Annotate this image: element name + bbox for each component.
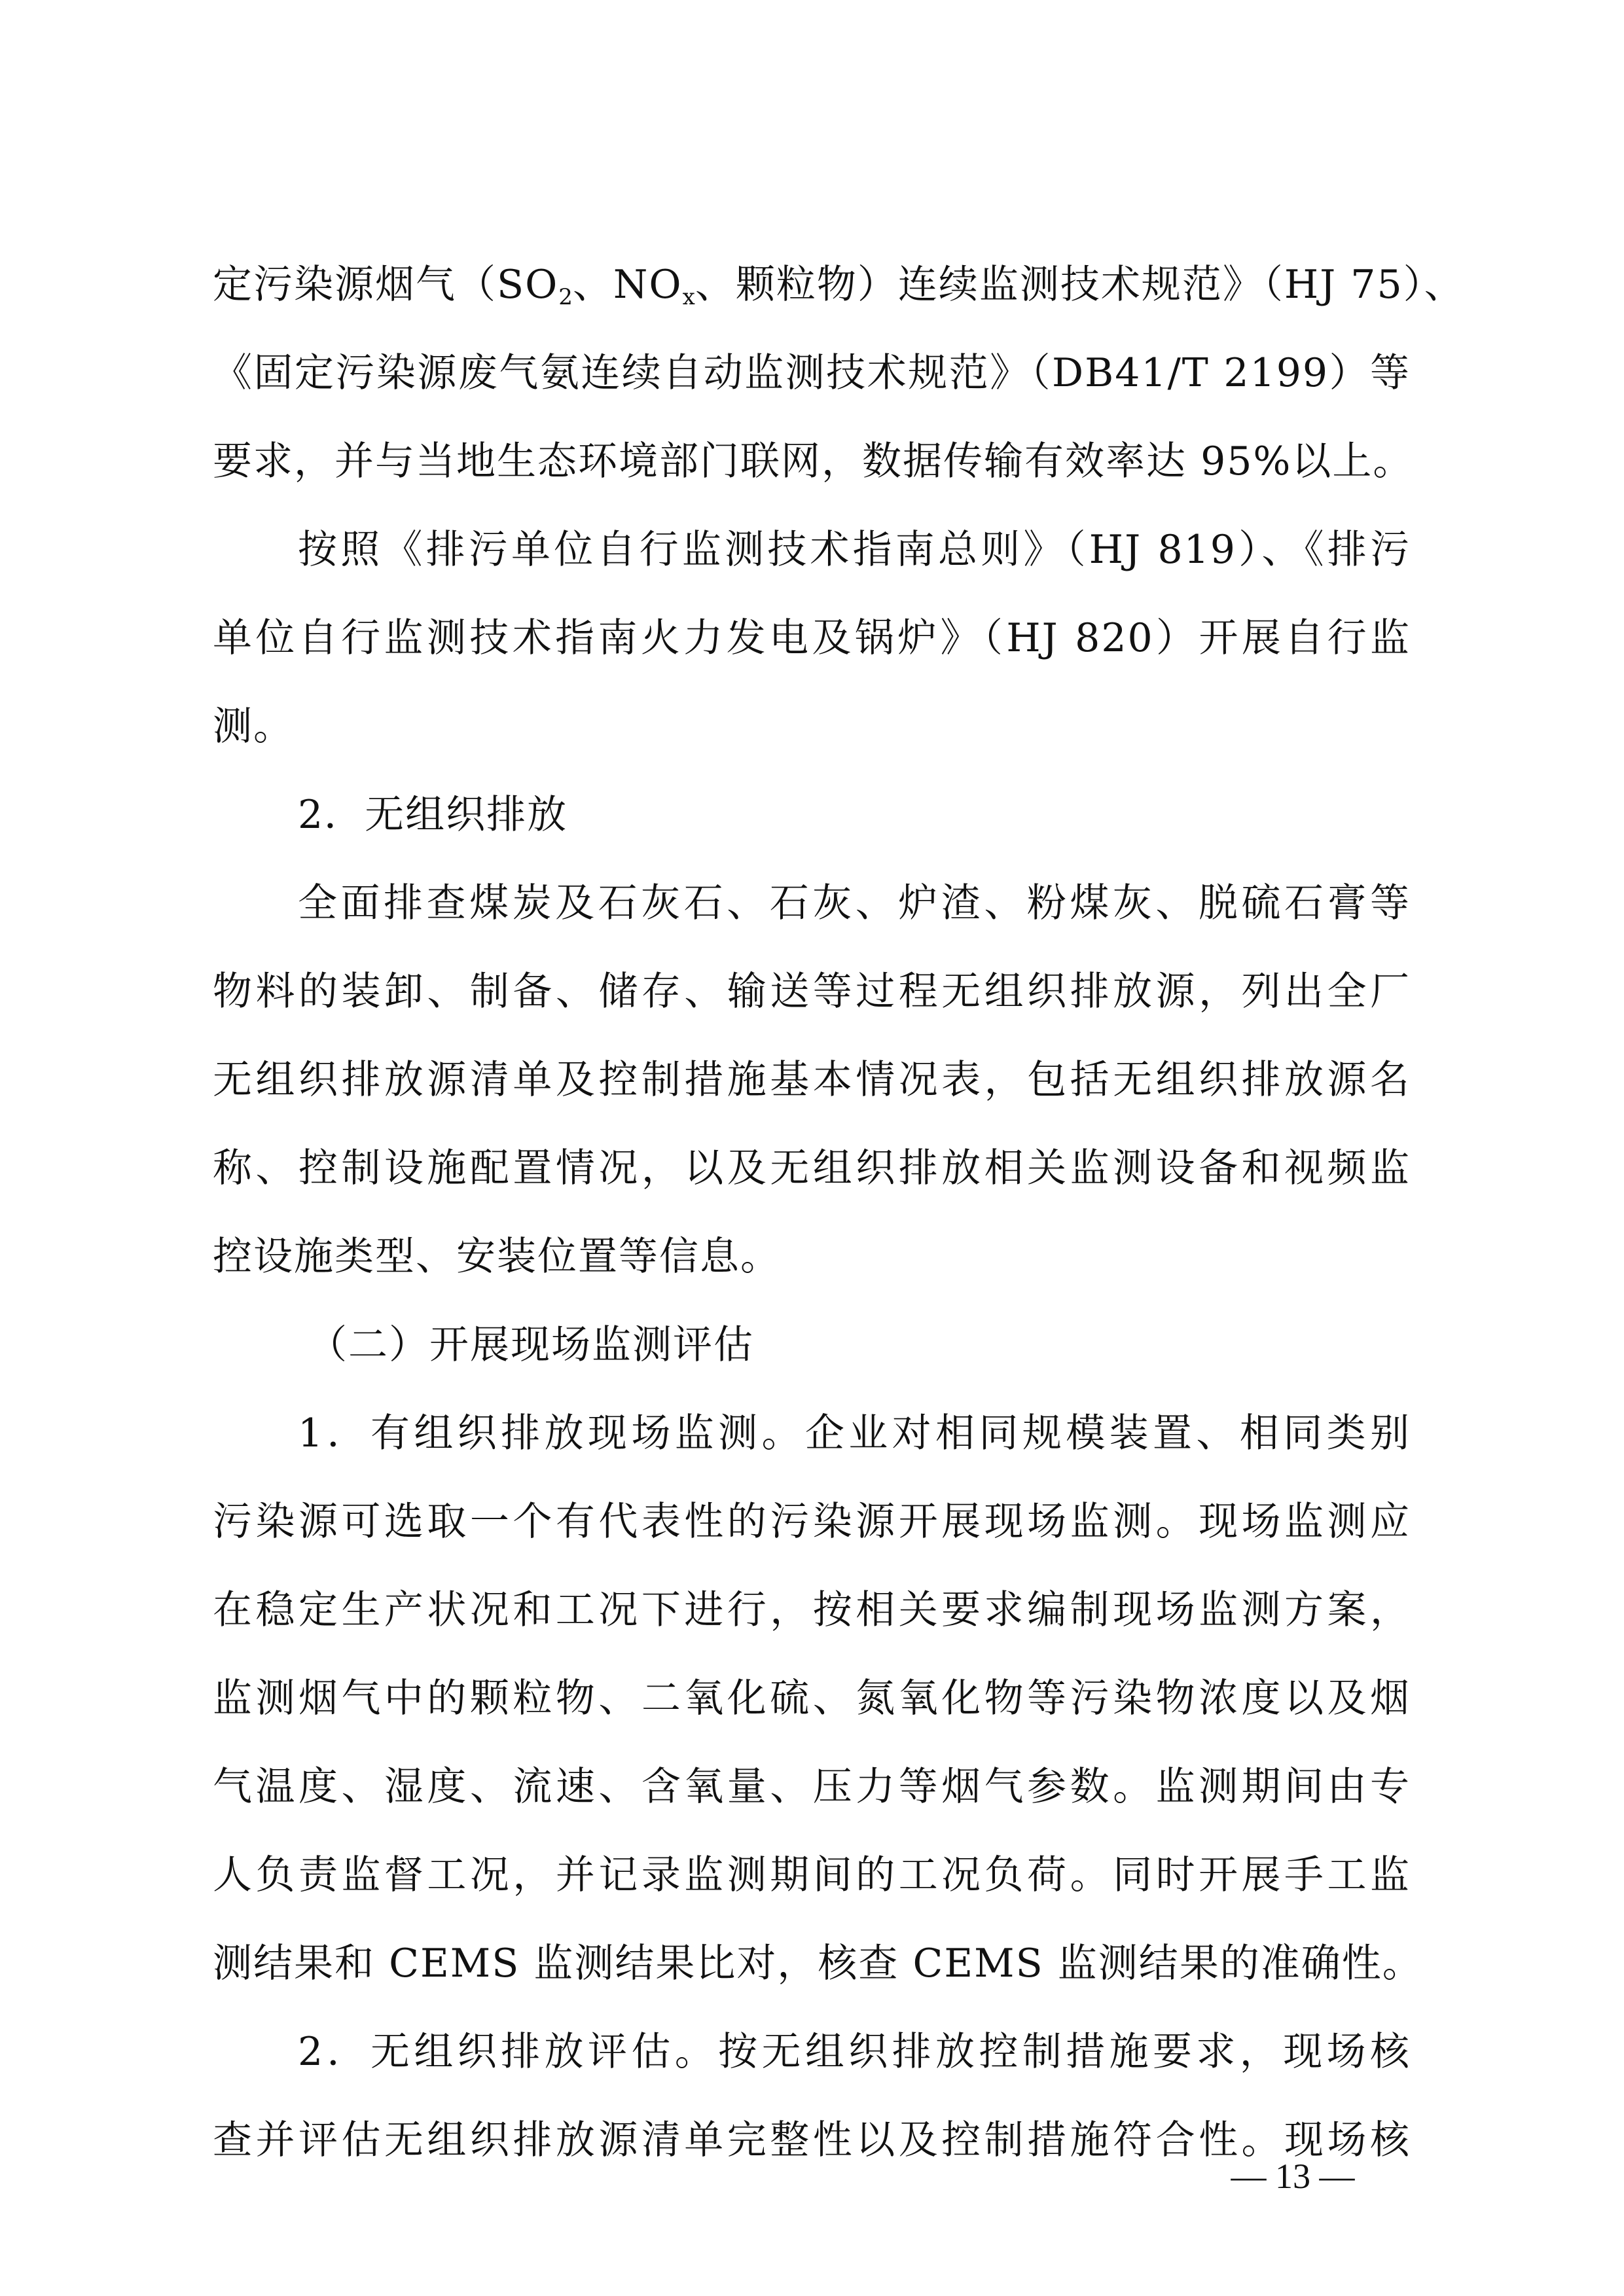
paragraph-line: 物料的装卸、制备、储存、输送等过程无组织排放源，列出全厂	[213, 969, 1411, 1014]
paragraph-line: 查并评估无组织排放源清单完整性以及控制措施符合性。现场核	[213, 2117, 1411, 2163]
paragraph-line: 要求，并与当地生态环境部门联网，数据传输有效率达 95%以上。	[213, 439, 1414, 484]
paragraph-line: 监测烟气中的颗粒物、二氧化硫、氮氧化物等污染物浓度以及烟	[213, 1676, 1411, 1721]
paragraph-line: 《固定污染源废气氨连续自动监测技术规范》（DB41/T 2199）等	[213, 350, 1411, 396]
paragraph-line: 人负责监督工况，并记录监测期间的工况负荷。同时开展手工监	[213, 1852, 1411, 1898]
subscript: x	[682, 284, 695, 310]
paragraph-line: 测。	[213, 704, 294, 749]
paragraph-line: 控设施类型、安装位置等信息。	[213, 1234, 781, 1280]
paragraph-line: 单位自行监测技术指南火力发电及锅炉》（HJ 820）开展自行监	[213, 615, 1411, 661]
paragraph-line: 称、控制设施配置情况，以及无组织排放相关监测设备和视频监	[213, 1145, 1411, 1191]
paragraph-line: 2．无组织排放评估。按无组织排放控制措施要求，现场核	[298, 2029, 1411, 2075]
paragraph-line: 全面排查煤炭及石灰石、石灰、炉渣、粉煤灰、脱硫石膏等	[298, 880, 1411, 926]
paragraph-line: 污染源可选取一个有代表性的污染源开展现场监测。现场监测应	[213, 1499, 1411, 1545]
section-heading: （二）开展现场监测评估	[308, 1322, 754, 1368]
paragraph-line	[213, 259, 1465, 311]
text-fragment: 、颗粒物）连续监测技术规范》（HJ 75）、	[695, 262, 1465, 308]
section-heading: 2．无组织排放	[298, 792, 568, 838]
text-fragment: 定污染源烟气（SO	[213, 262, 559, 308]
paragraph-line: 气温度、湿度、流速、含氧量、压力等烟气参数。监测期间由专	[213, 1764, 1411, 1810]
paragraph-line: 按照《排污单位自行监测技术指南总则》（HJ 819）、《排污	[298, 527, 1411, 573]
paragraph-line: 在稳定生产状况和工况下进行，按相关要求编制现场监测方案，	[213, 1587, 1411, 1633]
paragraph-line: 无组织排放源清单及控制措施基本情况表，包括无组织排放源名	[213, 1057, 1411, 1103]
text-fragment: 、NO	[572, 262, 683, 308]
paragraph-line: 1．有组织排放现场监测。企业对相同规模装置、相同类别	[298, 1410, 1411, 1456]
subscript: 2	[558, 284, 573, 310]
paragraph-line: 测结果和 CEMS 监测结果比对，核查 CEMS 监测结果的准确性。	[213, 1941, 1423, 1986]
page-number: — 13 —	[1231, 2157, 1355, 2196]
